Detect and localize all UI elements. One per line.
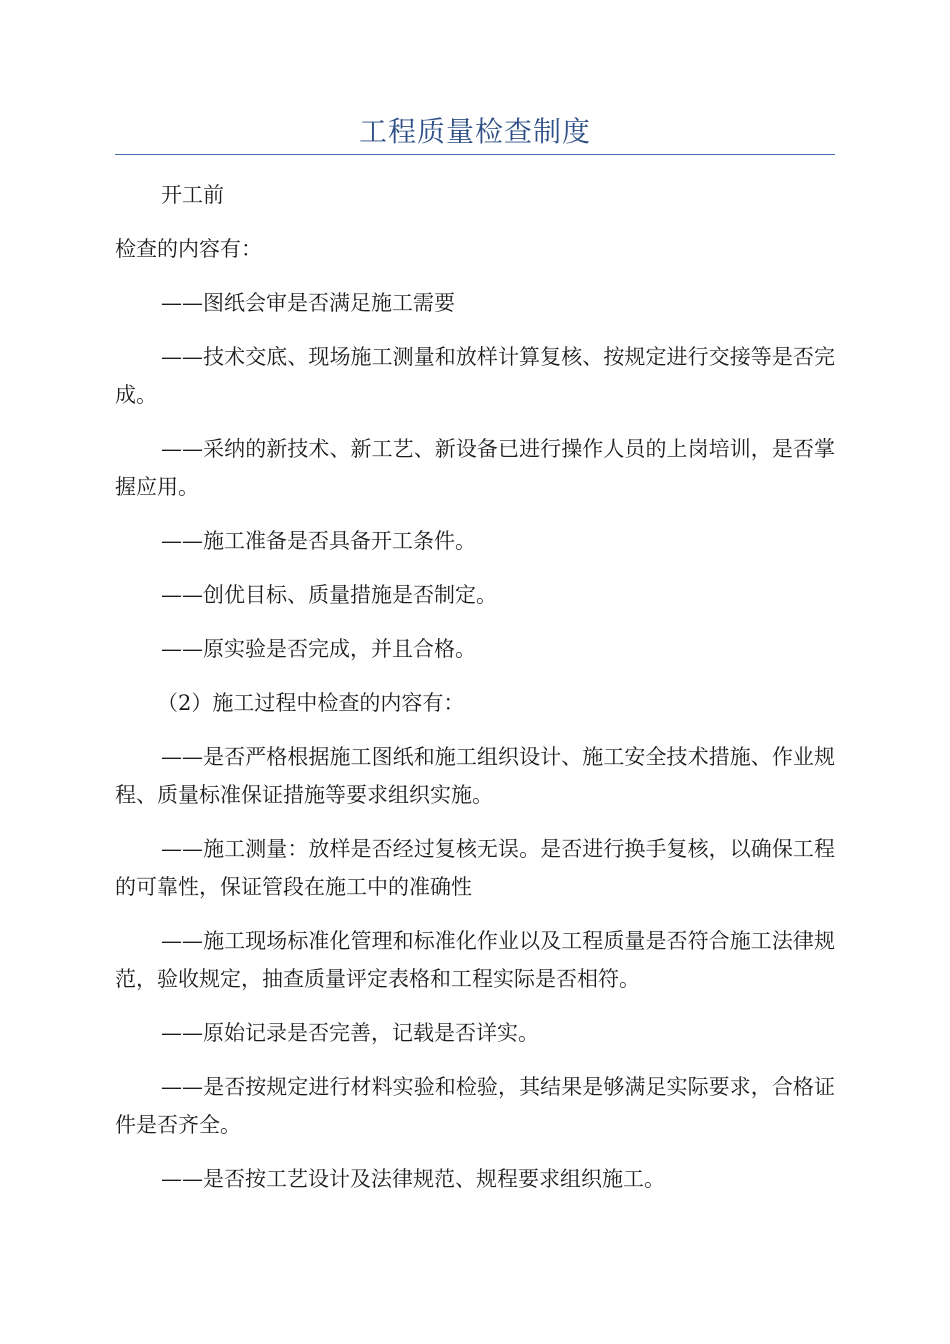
paragraph-item: ——图纸会审是否满足施工需要 — [161, 291, 455, 315]
paragraph-item: ——技术交底、现场施工测量和放样计算复核、按规定进行交接等是否完成。 — [115, 345, 835, 407]
paragraph-item: ——是否严格根据施工图纸和施工组织设计、施工安全技术措施、作业规程、质量标准保证措施等要求组织实施。 — [115, 745, 835, 807]
paragraph-inspection-heading: 检查的内容有： — [115, 237, 262, 261]
paragraph-item: ——原实验是否完成，并且合格。 — [161, 637, 476, 661]
paragraph-section-heading: （2）施工过程中检查的内容有： — [157, 691, 465, 715]
paragraph-before-start: 开工前 — [161, 183, 224, 207]
paragraph-item: ——原始记录是否完善，记载是否详实。 — [161, 1021, 539, 1045]
paragraph-item: ——采纳的新技术、新工艺、新设备已进行操作人员的上岗培训，是否掌握应用。 — [115, 437, 835, 499]
paragraph-item: ——创优目标、质量措施是否制定。 — [161, 583, 497, 607]
paragraph-item: ——施工准备是否具备开工条件。 — [161, 529, 476, 553]
title-underline — [115, 154, 835, 155]
paragraph-item: ——是否按工艺设计及法律规范、规程要求组织施工。 — [161, 1167, 665, 1191]
paragraph-item: ——施工现场标准化管理和标准化作业以及工程质量是否符合施工法律规范，验收规定，抽查质量评定表格和工程实际是否相符。 — [115, 929, 835, 991]
paragraph-item: ——是否按规定进行材料实验和检验，其结果是够满足实际要求，合格证件是否齐全。 — [115, 1075, 835, 1137]
paragraph-item: ——施工测量：放样是否经过复核无误。是否进行换手复核，以确保工程的可靠性，保证管段在施工中的准确性 — [115, 837, 835, 899]
page-title: 工程质量检查制度 — [358, 115, 591, 148]
